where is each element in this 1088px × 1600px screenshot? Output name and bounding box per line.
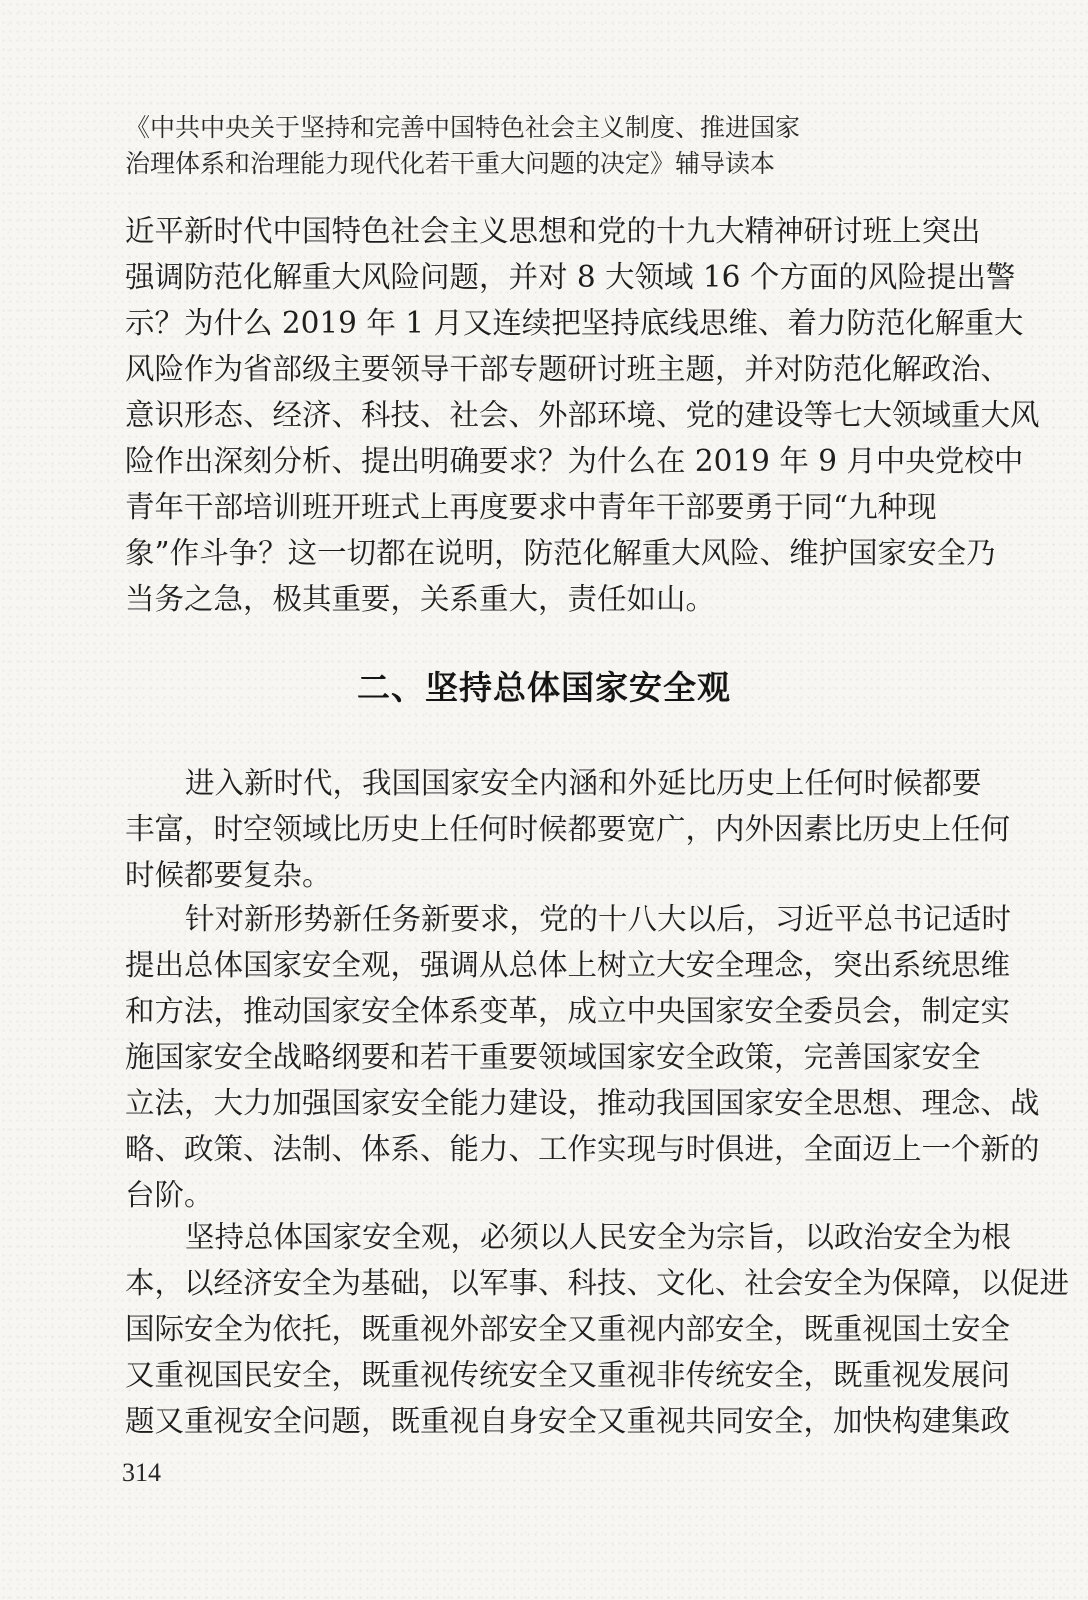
text-line: 提出总体国家安全观，强调从总体上树立大安全理念，突出系统思维	[125, 948, 1011, 982]
text-line: 险作出深刻分析、提出明确要求？为什么在 2019 年 9 月中央党校中	[125, 444, 1024, 478]
continued-paragraph	[125, 208, 1040, 622]
header-line: 治理体系和治理能力现代化若干重大问题的决定》辅导读本	[125, 149, 776, 178]
text-line: 当务之急，极其重要，关系重大，责任如山。	[125, 582, 716, 616]
text-line: 题又重视安全问题，既重视自身安全又重视共同安全，加快构建集政	[125, 1404, 1011, 1438]
text-line: 坚持总体国家安全观，必须以人民安全为宗旨，以政治安全为根	[185, 1220, 1012, 1254]
text-line: 时候都要复杂。	[125, 858, 332, 892]
text-line: 近平新时代中国特色社会主义思想和党的十九大精神研讨班上突出	[125, 214, 981, 248]
header-line: 《中共中央关于坚持和完善中国特色社会主义制度、推进国家	[125, 113, 801, 142]
text-line: 针对新形势新任务新要求，党的十八大以后，习近平总书记适时	[185, 902, 1012, 936]
text-line: 青年干部培训班开班式上再度要求中青年干部要勇于同“九种现	[125, 490, 937, 524]
text-line: 国际安全为依托，既重视外部安全又重视内部安全，既重视国土安全	[125, 1312, 1011, 1346]
text-line: 台阶。	[125, 1178, 214, 1212]
paragraph-new-era	[125, 760, 1011, 898]
text-line: 强调防范化解重大风险问题，并对 8 大领域 16 个方面的风险提出警	[125, 260, 1016, 294]
text-line: 和方法，推动国家安全体系变革，成立中央国家安全委员会，制定实	[125, 994, 1011, 1028]
text-line: 本，以经济安全为基础，以军事、科技、文化、社会安全为保障，以促进	[125, 1266, 1070, 1300]
text-line: 风险作为省部级主要领导干部专题研讨班主题，并对防范化解政治、	[125, 352, 1011, 386]
section-heading: 二、坚持总体国家安全观	[357, 668, 731, 707]
text-line: 示？为什么 2019 年 1 月又连续把坚持底线思维、着力防范化解重大	[125, 306, 1024, 340]
text-line: 立法，大力加强国家安全能力建设，推动我国国家安全思想、理念、战	[125, 1086, 1040, 1120]
text-line: 施国家安全战略纲要和若干重要领域国家安全政策，完善国家安全	[125, 1040, 981, 1074]
page-number: 314	[122, 1458, 161, 1487]
text-line: 丰富，时空领域比历史上任何时候都要宽广，内外因素比历史上任何	[125, 812, 1011, 846]
text-line: 进入新时代，我国国家安全内涵和外延比历史上任何时候都要	[185, 766, 982, 800]
paragraph-principles	[125, 1214, 1070, 1444]
text-line: 又重视国民安全，既重视传统安全又重视非传统安全，既重视发展问	[125, 1358, 1011, 1392]
text-line: 象”作斗争？这一切都在说明，防范化解重大风险、维护国家安全乃	[125, 536, 996, 570]
text-line: 略、政策、法制、体系、能力、工作实现与时俱进，全面迈上一个新的	[125, 1132, 1040, 1166]
running-header	[125, 110, 825, 182]
text-line: 意识形态、经济、科技、社会、外部环境、党的建设等七大领域重大风	[125, 398, 1040, 432]
paragraph-security-concept	[125, 896, 1040, 1218]
